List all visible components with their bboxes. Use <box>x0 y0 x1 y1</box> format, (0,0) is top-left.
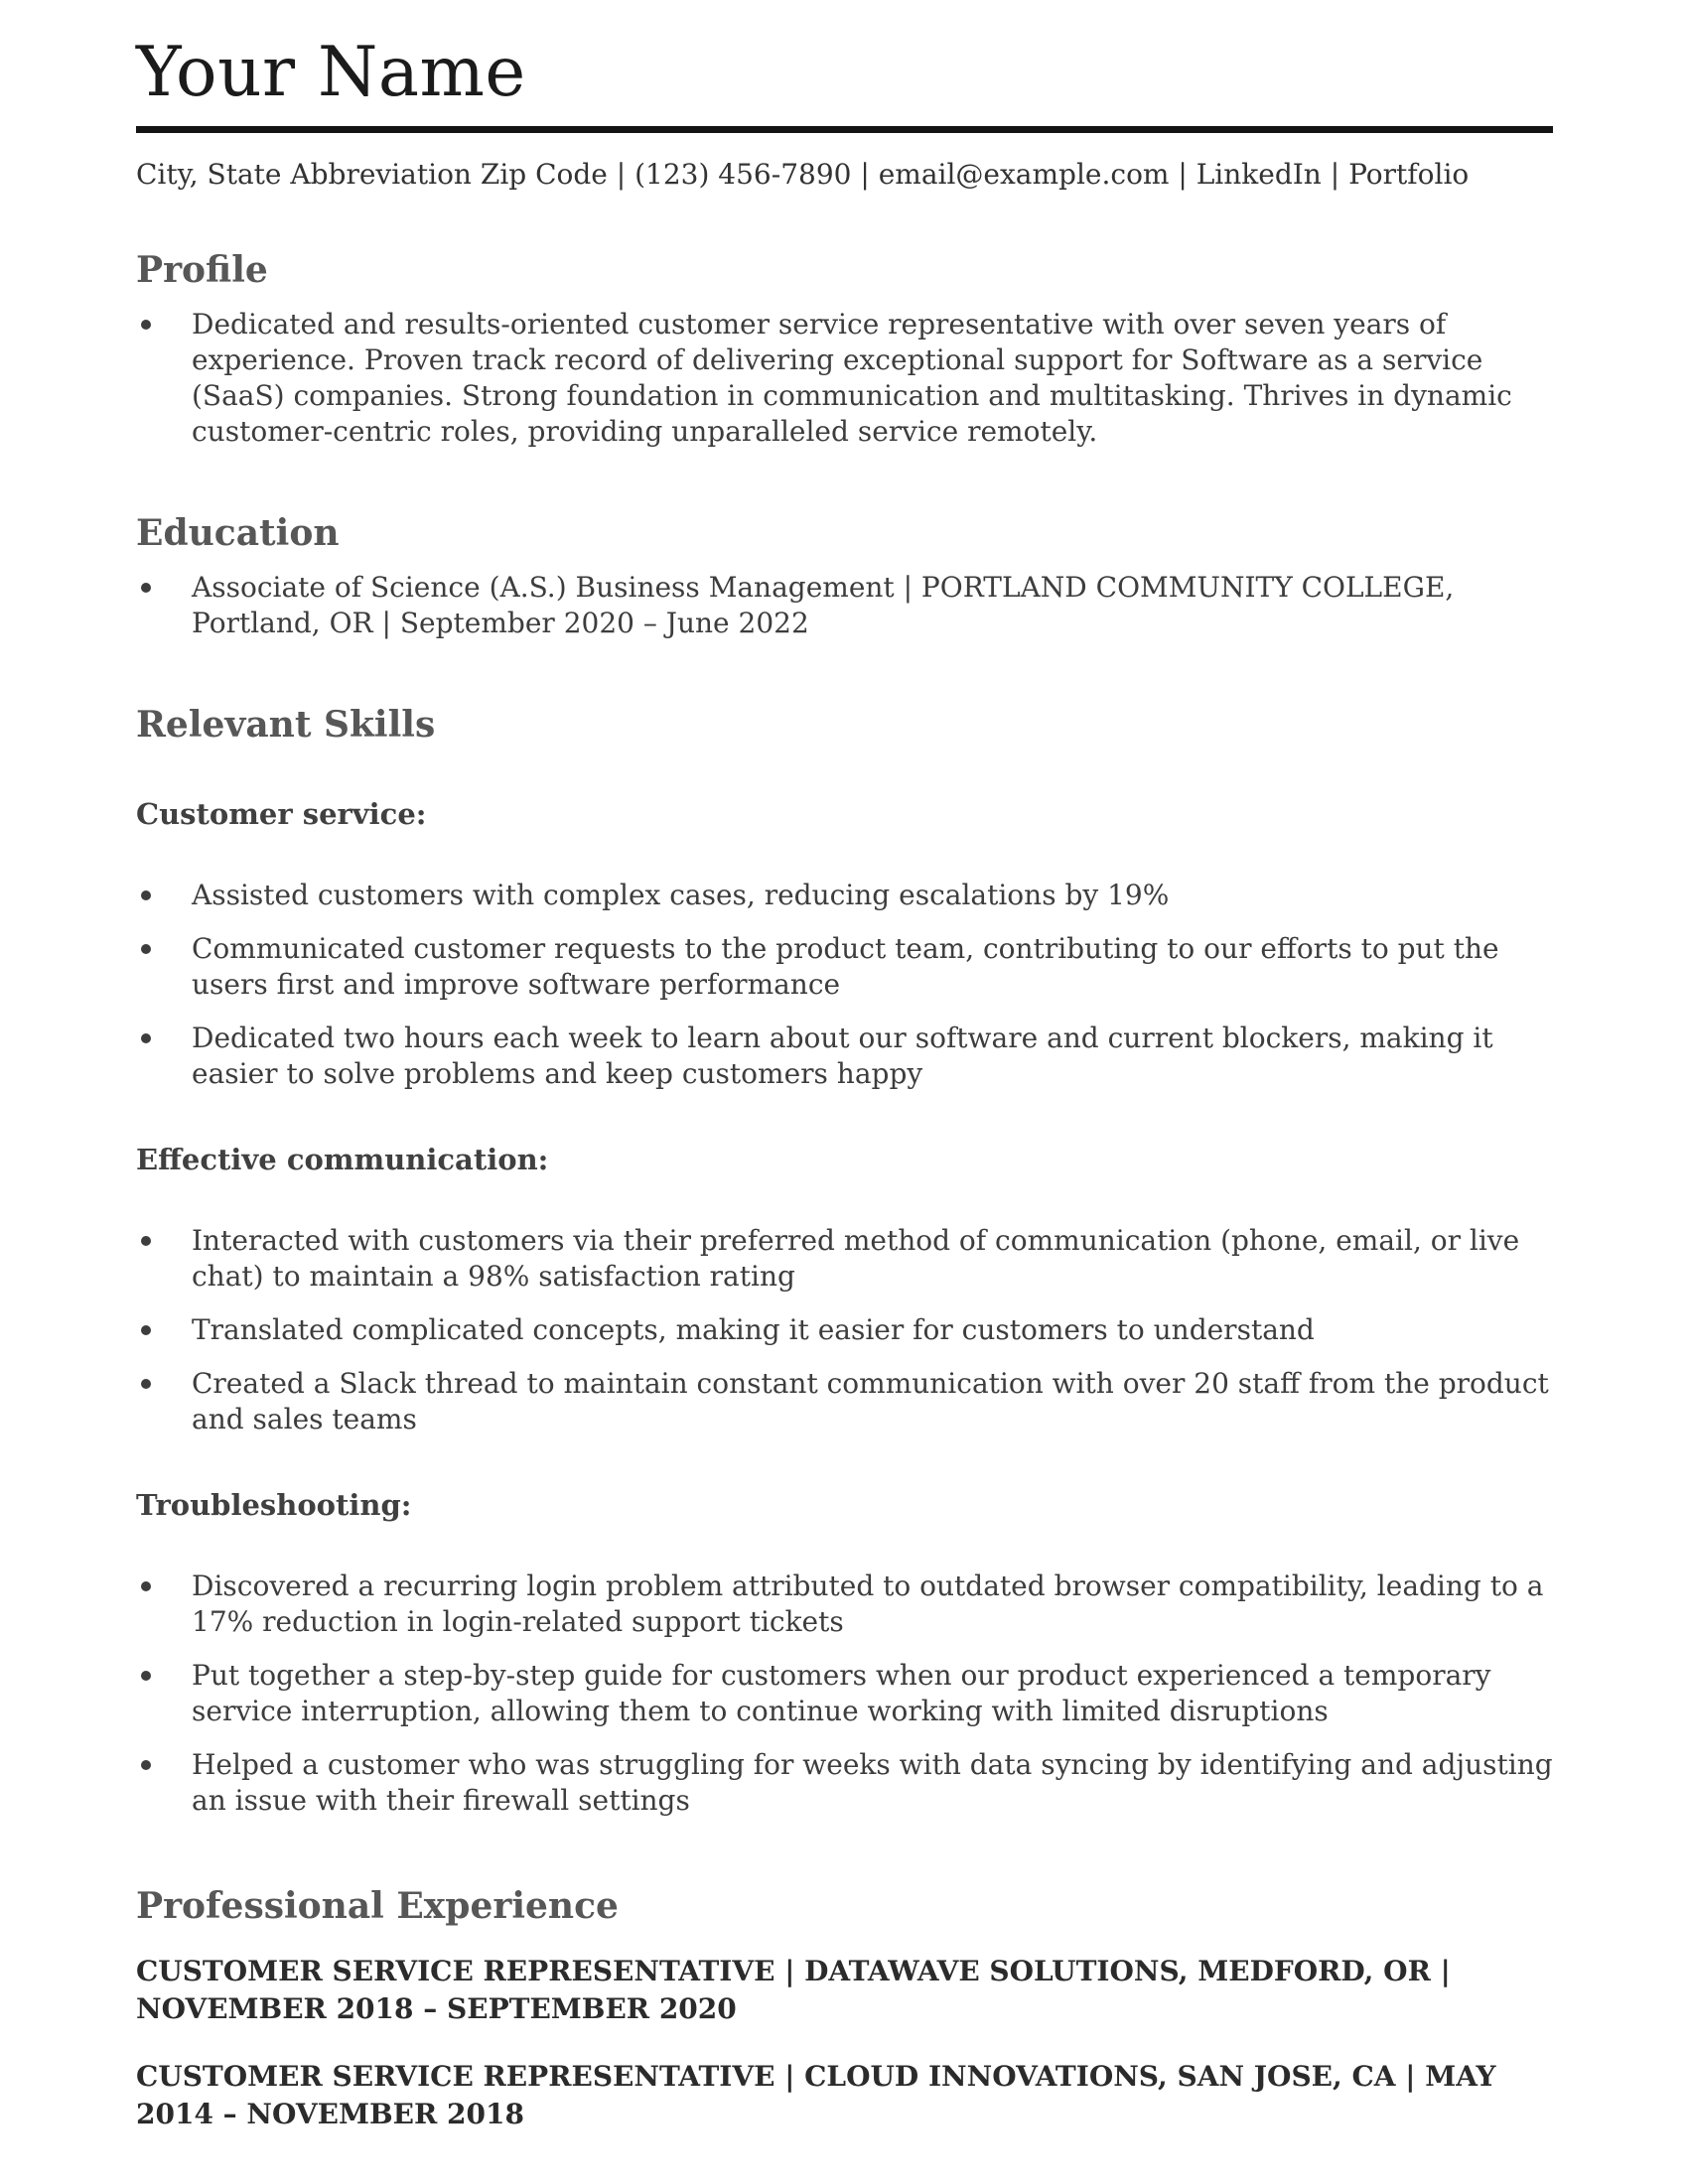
education-heading: Education <box>136 511 340 554</box>
section-relevant-skills <box>136 705 1553 1818</box>
skill-group-troubleshooting <box>136 1487 1553 1819</box>
professional-experience-heading: Professional Experience <box>136 1884 619 1927</box>
education-bullet: Associate of Science (A.S.) Business Management | PORTLAND COMMUNITY COLLEGE, Portland, OR | September 2020 – June 2022 <box>136 570 1553 641</box>
section-profile <box>136 250 1553 450</box>
profile-bullet: Dedicated and results-oriented customer service representative with over seven years of experience. Proven track record of delivering exceptional support for Software as a service (SaaS) companies. Strong foundation in communication and multitasking. Thrives in dynamic customer-centric roles, providing unparalleled service remotely. <box>136 307 1553 450</box>
profile-heading: Profile <box>136 248 268 291</box>
experience-entry-datawave: CUSTOMER SERVICE REPRESENTATIVE | DATAWAVE SOLUTIONS, MEDFORD, OR | NOVEMBER 2018 – SEPTEMBER 2020 <box>136 1955 1451 2026</box>
skill-bullet: Communicated customer requests to the product team, contributing to our efforts to put the users first and improve software performance <box>136 931 1553 1003</box>
skill-bullet: Put together a step-by-step guide for customers when our product experienced a temporary service interruption, allowing them to continue working with limited disruptions <box>136 1658 1553 1729</box>
contact-line: City, State Abbreviation Zip Code | (123) 456-7890 | email@example.com | LinkedIn | Portfolio <box>136 157 1470 191</box>
resume-header <box>136 33 1553 193</box>
skill-bullet: Helped a customer who was struggling for weeks with data syncing by identifying and adjusting an issue with their firewall settings <box>136 1747 1553 1819</box>
relevant-skills-heading: Relevant Skills <box>136 704 436 747</box>
experience-entry-cloud-innovations: CUSTOMER SERVICE REPRESENTATIVE | CLOUD INNOVATIONS, SAN JOSE, CA | MAY 2014 – NOVEMBER 2018 <box>136 2060 1496 2131</box>
customer-service-subheading: Customer service: <box>136 796 427 831</box>
effective-communication-list <box>136 1223 1553 1437</box>
effective-communication-subheading: Effective communication: <box>136 1142 549 1176</box>
skill-bullet: Discovered a recurring login problem attributed to outdated browser compatibility, leading to a 17% reduction in login-related support tickets <box>136 1569 1553 1640</box>
section-education <box>136 513 1553 641</box>
troubleshooting-subheading: Troubleshooting: <box>136 1487 412 1522</box>
skill-group-effective-communication <box>136 1142 1553 1437</box>
skill-bullet: Translated complicated concepts, making it easier for customers to understand <box>136 1312 1553 1348</box>
troubleshooting-list <box>136 1569 1553 1819</box>
skill-bullet: Assisted customers with complex cases, reducing escalations by 19% <box>136 878 1553 913</box>
header-divider <box>136 126 1553 133</box>
education-list <box>136 570 1553 641</box>
skill-bullet: Dedicated two hours each week to learn about our software and current blockers, making it easier to solve problems and keep customers happy <box>136 1021 1553 1092</box>
name-heading: Your Name <box>136 33 526 112</box>
skill-bullet: Created a Slack thread to maintain constant communication with over 20 staff from the product and sales teams <box>136 1366 1553 1437</box>
skill-bullet: Interacted with customers via their preferred method of communication (phone, email, or live chat) to maintain a 98% satisfaction rating <box>136 1223 1553 1295</box>
profile-list <box>136 307 1553 450</box>
customer-service-list <box>136 878 1553 1092</box>
section-professional-experience <box>136 1886 1553 2133</box>
skill-group-customer-service <box>136 796 1553 1092</box>
